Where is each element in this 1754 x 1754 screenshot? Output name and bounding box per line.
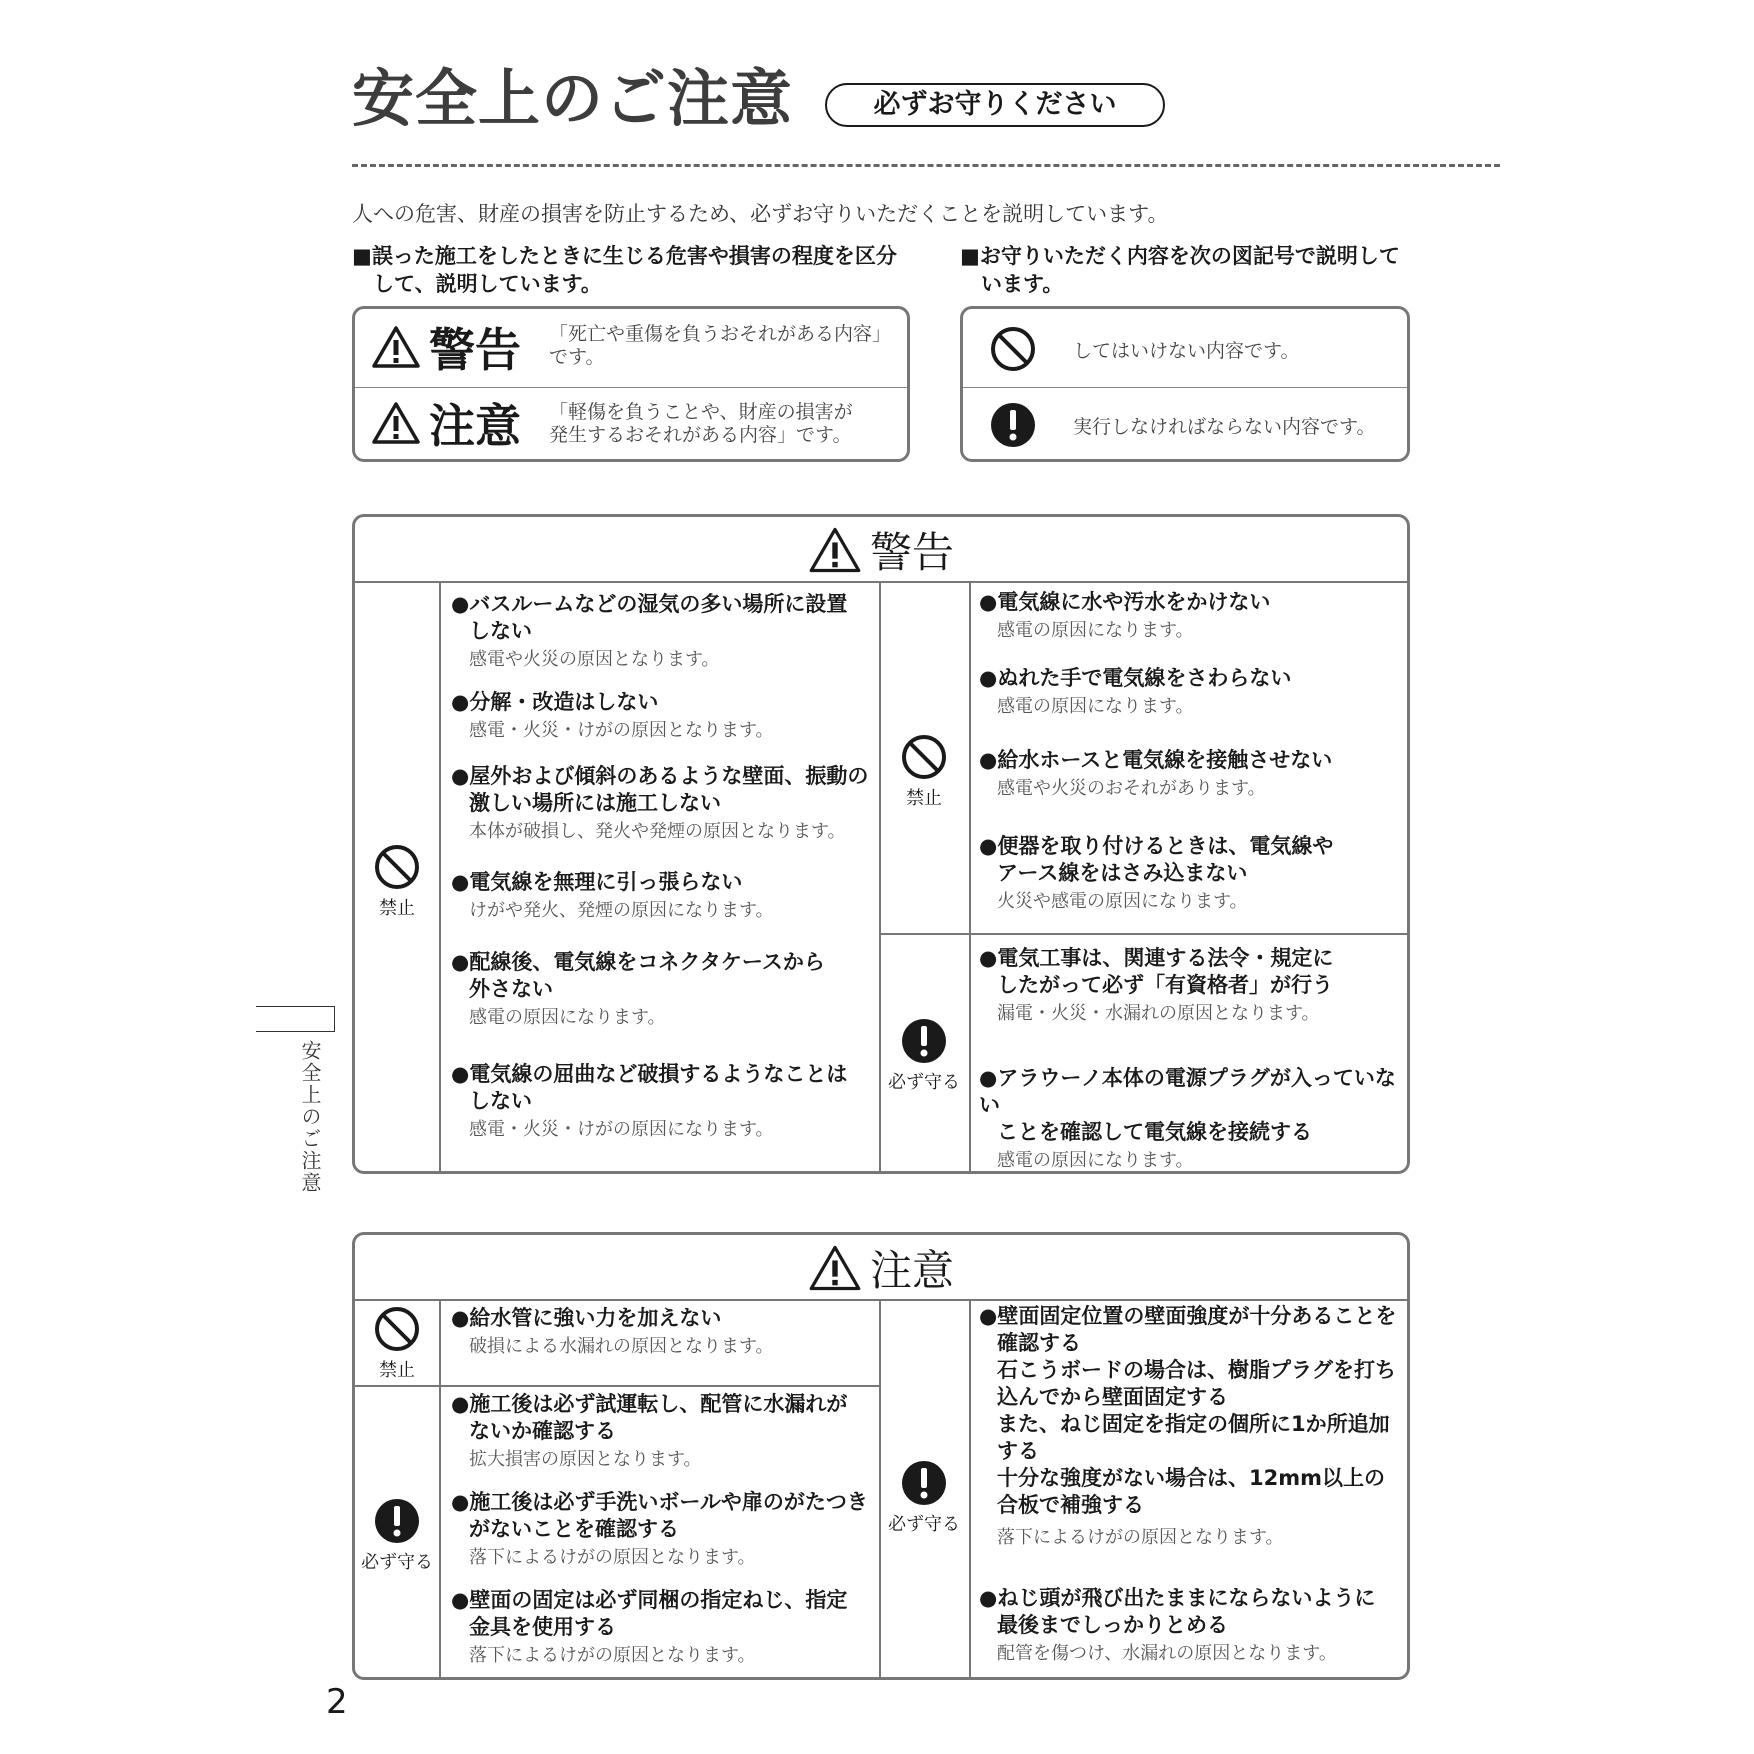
caution-item	[451, 1391, 847, 1473]
panel-divider	[879, 933, 1407, 935]
heading-line: がないことを確認する	[469, 1517, 679, 1541]
heading-line: また、ねじ固定を指定の個所に1か所追加	[997, 1412, 1390, 1436]
caution-item	[979, 1585, 1375, 1667]
warning-item	[451, 591, 847, 673]
mandatory-icon	[900, 1017, 948, 1065]
item-heading	[979, 945, 1333, 999]
dashed-divider	[352, 164, 1500, 167]
heading-line: 最後までしっかりとめる	[997, 1613, 1228, 1637]
item-heading	[451, 591, 847, 645]
prohibition-icon	[989, 325, 1037, 373]
warning-panel	[352, 514, 1410, 1174]
item-desc: 配管を傷つけ、水漏れの原因となります。	[997, 1643, 1337, 1664]
warning-item	[979, 945, 1333, 1027]
legend-prohibit-desc: してはいけない内容です。	[1073, 339, 1300, 362]
panel-divider	[355, 1299, 1407, 1301]
legend-right-heading	[960, 242, 1400, 298]
item-desc: 感電の原因になります。	[997, 1150, 1194, 1171]
warning-item	[451, 1061, 847, 1143]
mandatory-label: 必ず守る	[888, 1072, 960, 1093]
item-desc: 落下によるけがの原因となります。	[469, 1547, 756, 1568]
mandatory-icon	[900, 1459, 948, 1507]
heading-line: ●施工後は必ず試運転し、配管に水漏れが	[451, 1392, 848, 1416]
heading-line: 外さない	[469, 977, 553, 1001]
panel-divider	[969, 581, 971, 1171]
prohibit-symbol	[879, 733, 969, 810]
caution-item	[451, 1489, 868, 1571]
heading-line: 合板で補強する	[997, 1493, 1144, 1517]
item-desc: 拡大損害の原因となります。	[469, 1449, 702, 1470]
mandatory-icon	[373, 1497, 421, 1545]
prohibit-symbol	[355, 843, 439, 920]
mandatory-symbol	[879, 1017, 969, 1094]
prohibit-label: 禁止	[379, 1360, 415, 1381]
mandatory-label: 必ず守る	[361, 1552, 433, 1573]
item-heading	[979, 1065, 1407, 1146]
heading-line: ないか確認する	[469, 1419, 616, 1443]
item-desc: 落下によるけがの原因となります。	[997, 1527, 1284, 1548]
caution-panel-title: 注意	[869, 1246, 954, 1295]
prohibition-icon	[900, 733, 948, 781]
warning-item	[979, 589, 1270, 644]
item-heading	[451, 1391, 847, 1445]
panel-divider	[355, 581, 1407, 583]
heading-line: ●壁面固定位置の壁面強度が十分あることを	[979, 1304, 1397, 1328]
warning-item	[979, 1065, 1407, 1174]
side-label: 安全上のご注意	[298, 1040, 322, 1194]
heading-line: ●電気工事は、関連する法令・規定に	[979, 946, 1334, 970]
panel-divider	[439, 581, 441, 1171]
prohibit-symbol	[355, 1305, 439, 1382]
legend-mandatory-row	[963, 395, 1407, 455]
heading-line: 十分な強度がない場合は、12mm以上の	[997, 1466, 1385, 1490]
page-number: 2	[326, 1682, 348, 1722]
warning-item	[979, 747, 1332, 802]
heading-line: ●電気線を無理に引っ張らない	[451, 870, 743, 894]
warning-panel-title: 警告	[869, 528, 954, 577]
mandatory-label: 必ず守る	[888, 1514, 960, 1535]
heading-line: ●ぬれた手で電気線をさわらない	[979, 666, 1292, 690]
item-heading	[451, 689, 774, 716]
warning-item	[979, 665, 1291, 720]
heading-line: ●給水ホースと電気線を接触させない	[979, 748, 1333, 772]
item-heading	[451, 763, 868, 817]
heading-line: しない	[469, 619, 532, 643]
item-desc: 落下によるけがの原因となります。	[469, 1645, 756, 1666]
page-title: 安全上のご注意	[352, 62, 794, 135]
warning-item	[979, 833, 1333, 915]
heading-line: ●分解・改造はしない	[451, 690, 659, 714]
item-desc: けがや発火、発煙の原因になります。	[469, 900, 774, 921]
side-tab	[256, 1006, 335, 1032]
item-heading	[979, 747, 1332, 774]
item-heading	[451, 1305, 774, 1332]
heading-line: 込んでから壁面固定する	[997, 1385, 1228, 1409]
heading-line: 激しい場所には施工しない	[469, 791, 721, 815]
item-heading	[451, 869, 774, 896]
intro-text: 人への危害、財産の損害を防止するため、必ずお守りいただくことを説明しています。	[352, 202, 1169, 226]
heading-line: したがって必ず「有資格者」が行う	[997, 973, 1333, 997]
item-desc: 感電・火災・けがの原因になります。	[469, 1119, 774, 1140]
legend-left-heading	[352, 242, 897, 298]
heading-line: ことを確認して電気線を接続する	[997, 1120, 1312, 1144]
item-desc: 感電の原因になります。	[997, 696, 1194, 717]
caution-triangle-icon	[808, 1244, 862, 1292]
legend-warning-desc	[549, 323, 891, 369]
item-heading	[451, 949, 825, 1003]
legend-right-heading-line: います。	[960, 272, 1064, 296]
panel-divider	[439, 1299, 441, 1677]
legend-left-heading-line: して、説明しています。	[352, 272, 602, 296]
item-heading	[451, 1061, 847, 1115]
mandatory-icon	[989, 401, 1037, 449]
mandatory-symbol	[355, 1497, 439, 1574]
item-heading	[979, 833, 1333, 887]
item-desc: 本体が破損し、発火や発煙の原因となります。	[469, 821, 846, 842]
warning-item	[451, 869, 774, 924]
heading-line: ●ねじ頭が飛び出たままにならないように	[979, 1586, 1376, 1610]
heading-line: ●アラウーノ本体の電源プラグが入っていない	[979, 1066, 1396, 1117]
panel-divider	[355, 1385, 879, 1387]
legend-warning-word: 警告	[429, 323, 521, 377]
warning-triangle-icon	[808, 526, 862, 574]
heading-line: 金具を使用する	[469, 1615, 616, 1639]
severity-legend	[352, 306, 910, 462]
heading-line: する	[997, 1439, 1039, 1463]
heading-line: ●バスルームなどの湿気の多い場所に設置	[451, 592, 848, 616]
panel-divider	[969, 1299, 971, 1677]
caution-item	[451, 1587, 847, 1669]
item-heading	[451, 1489, 868, 1543]
legend-left-heading-line: ■誤った施工をしたときに生じる危害や損害の程度を区分	[352, 244, 897, 268]
legend-desc-line: です。	[549, 346, 605, 368]
warning-triangle-icon	[371, 325, 421, 369]
item-desc: 感電や火災の原因となります。	[469, 649, 720, 670]
warning-panel-header	[355, 521, 1407, 579]
warning-item	[451, 763, 868, 845]
warning-item	[451, 689, 774, 744]
item-desc: 漏電・火災・水漏れの原因となります。	[997, 1003, 1320, 1024]
mandatory-symbol	[879, 1459, 969, 1536]
symbol-legend	[960, 306, 1410, 462]
item-heading	[979, 665, 1291, 692]
prohibit-label: 禁止	[906, 788, 942, 809]
prohibition-icon	[373, 1305, 421, 1353]
heading-line: 石こうボードの場合は、樹脂プラグを打ち	[997, 1358, 1396, 1382]
legend-divider	[963, 387, 1407, 388]
caution-panel-header	[355, 1239, 1407, 1297]
legend-desc-line: 発生するおそれがある内容」です。	[549, 424, 852, 446]
heading-line: 確認する	[997, 1331, 1081, 1355]
heading-line: ●電気線に水や汚水をかけない	[979, 590, 1271, 614]
caution-item	[451, 1305, 774, 1360]
item-heading	[979, 589, 1270, 616]
heading-line: ●配線後、電気線をコネクタケースから	[451, 950, 825, 974]
item-heading	[979, 1303, 1396, 1519]
caution-item	[979, 1303, 1396, 1551]
heading-line: ●壁面の固定は必ず同梱の指定ねじ、指定	[451, 1588, 848, 1612]
legend-caution-desc	[549, 401, 853, 447]
legend-prohibit-row	[963, 319, 1407, 379]
legend-desc-line: 「軽傷を負うことや、財産の損害が	[549, 401, 853, 423]
heading-line: ●屋外および傾斜のあるような壁面、振動の	[451, 764, 869, 788]
legend-desc-line: 「死亡や重傷を負うおそれがある内容」	[549, 323, 892, 345]
heading-line: ●電気線の屈曲など破損するようなことは	[451, 1062, 848, 1086]
prohibition-icon	[373, 843, 421, 891]
item-heading	[979, 1585, 1375, 1639]
caution-panel	[352, 1232, 1410, 1680]
must-follow-badge: 必ずお守りください	[825, 83, 1165, 127]
item-desc: 破損による水漏れの原因となります。	[469, 1336, 774, 1357]
heading-line: しない	[469, 1089, 532, 1113]
heading-line: アース線をはさみ込まない	[997, 861, 1248, 885]
item-desc: 火災や感電の原因になります。	[997, 891, 1248, 912]
item-desc: 感電・火災・けがの原因となります。	[469, 720, 774, 741]
heading-line: ●給水管に強い力を加えない	[451, 1306, 722, 1330]
caution-triangle-icon	[371, 401, 421, 445]
legend-divider	[355, 387, 907, 388]
heading-line: ●施工後は必ず手洗いボールや扉のがたつき	[451, 1490, 868, 1514]
legend-mandatory-desc: 実行しなければならない内容です。	[1073, 415, 1376, 438]
warning-item	[451, 949, 825, 1031]
prohibit-label: 禁止	[379, 898, 415, 919]
legend-right-heading-line: ■お守りいただく内容を次の図記号で説明して	[960, 244, 1400, 268]
heading-line: ●便器を取り付けるときは、電気線や	[979, 834, 1334, 858]
legend-caution-word: 注意	[429, 399, 521, 453]
item-desc: 感電の原因になります。	[469, 1007, 666, 1028]
item-heading	[451, 1587, 847, 1641]
item-desc: 感電や火災のおそれがあります。	[997, 778, 1266, 799]
item-desc: 感電の原因になります。	[997, 620, 1194, 641]
